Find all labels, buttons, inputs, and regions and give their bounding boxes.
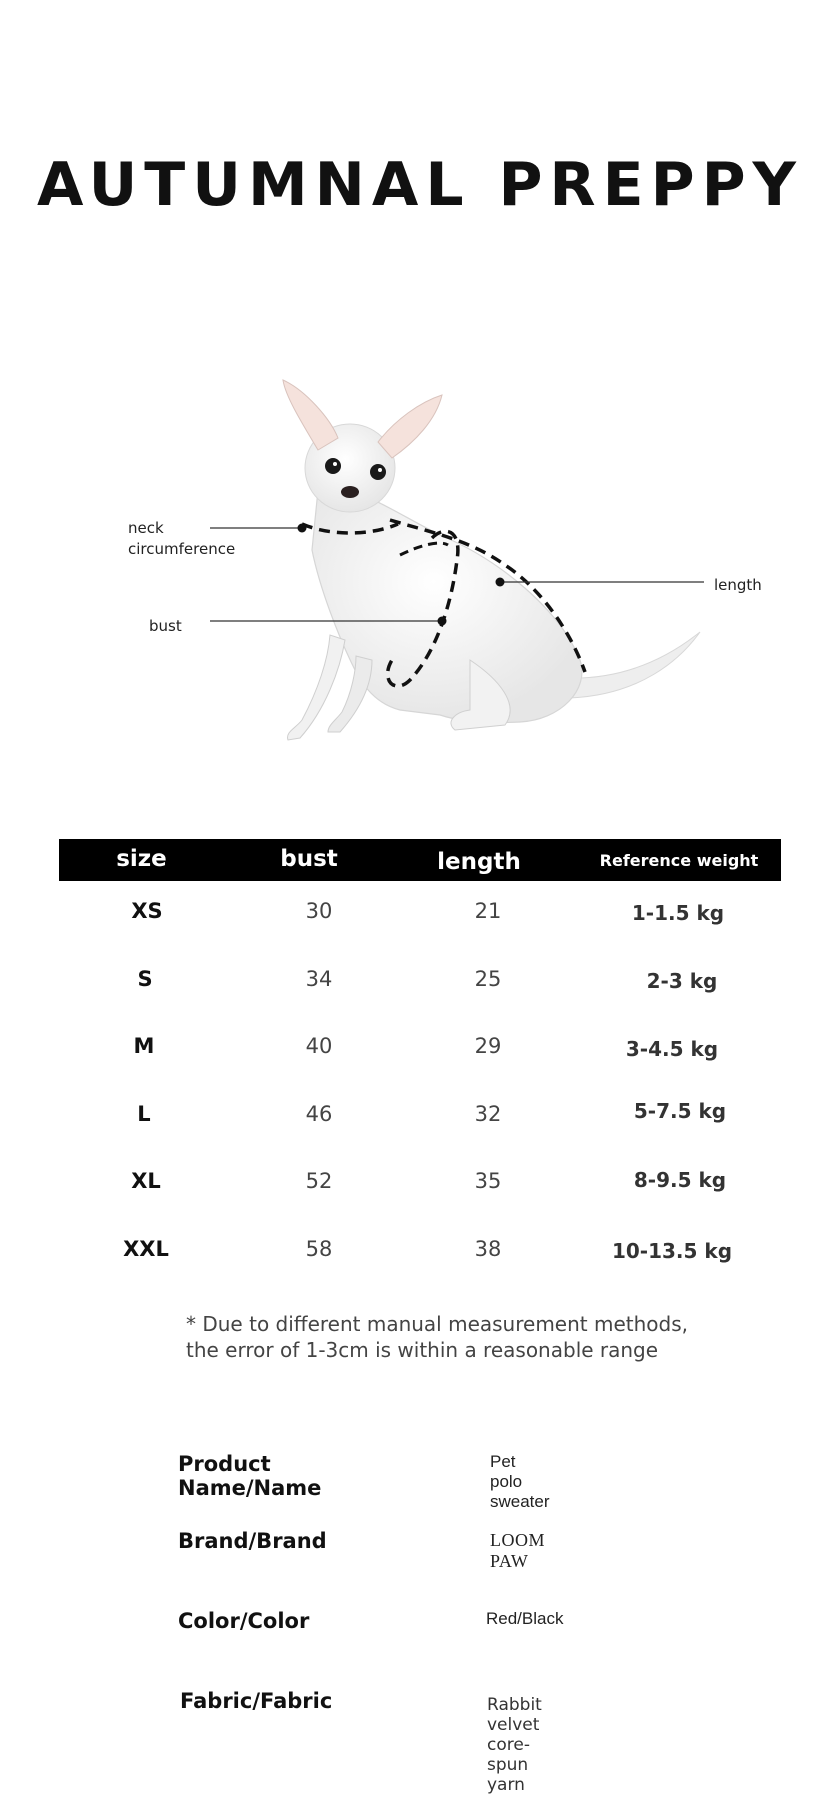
cell-length: 29 [474,1034,502,1058]
color-value: Red/Black [486,1609,564,1628]
cell-size: M [133,1034,155,1058]
note-line-2: the error of 1-3cm is within a reasonable range [186,1338,659,1362]
cell-weight: 2-3 kg [646,969,718,993]
cell-size: XXL [123,1237,169,1261]
brand-label: Brand/Brand [178,1529,327,1553]
cell-bust: 58 [305,1237,333,1261]
dog-illustration [0,360,840,760]
size-table-header [59,839,781,881]
cell-size: L [137,1102,151,1126]
cell-bust: 40 [305,1034,333,1058]
cell-length: 38 [474,1237,502,1261]
cell-weight: 5-7.5 kg [633,1099,727,1123]
cell-weight: 1-1.5 kg [631,901,725,925]
product-name-label: Product Name/Name [178,1452,322,1500]
header-reference-weight: Reference weight [599,851,759,870]
length-label: length [714,576,762,594]
fabric-value: Rabbit velvet core-spun yarn [487,1695,542,1795]
cell-weight: 8-9.5 kg [633,1168,727,1192]
color-label: Color/Color [178,1609,310,1633]
header-length: length [437,849,521,875]
cell-bust: 46 [305,1102,333,1126]
cell-length: 21 [474,899,502,923]
note-line-1: * Due to different manual measurement methods, [186,1312,688,1336]
cell-bust: 34 [305,967,333,991]
cell-bust: 30 [305,899,333,923]
header-bust: bust [280,846,338,872]
fabric-label: Fabric/Fabric [180,1689,333,1713]
neck-label: neck circumference [128,519,236,558]
cell-bust: 52 [305,1169,333,1193]
header-size: size [116,846,167,872]
measurement-note [186,1311,746,1363]
cell-weight: 3-4.5 kg [625,1037,719,1061]
bust-label: bust [149,617,182,635]
cell-size: XS [131,899,163,923]
cell-size: S [137,967,153,991]
cell-size: XL [131,1169,161,1193]
cell-length: 25 [474,967,502,991]
brand-value: LOOM PAW [490,1530,545,1571]
dog-measurement-diagram [0,360,840,760]
cell-length: 35 [474,1169,502,1193]
cell-length: 32 [474,1102,502,1126]
cell-weight: 10-13.5 kg [611,1239,733,1263]
product-name-value: Pet polo sweater [490,1452,550,1511]
page-title: AUTUMNAL PREPPY [37,150,803,220]
